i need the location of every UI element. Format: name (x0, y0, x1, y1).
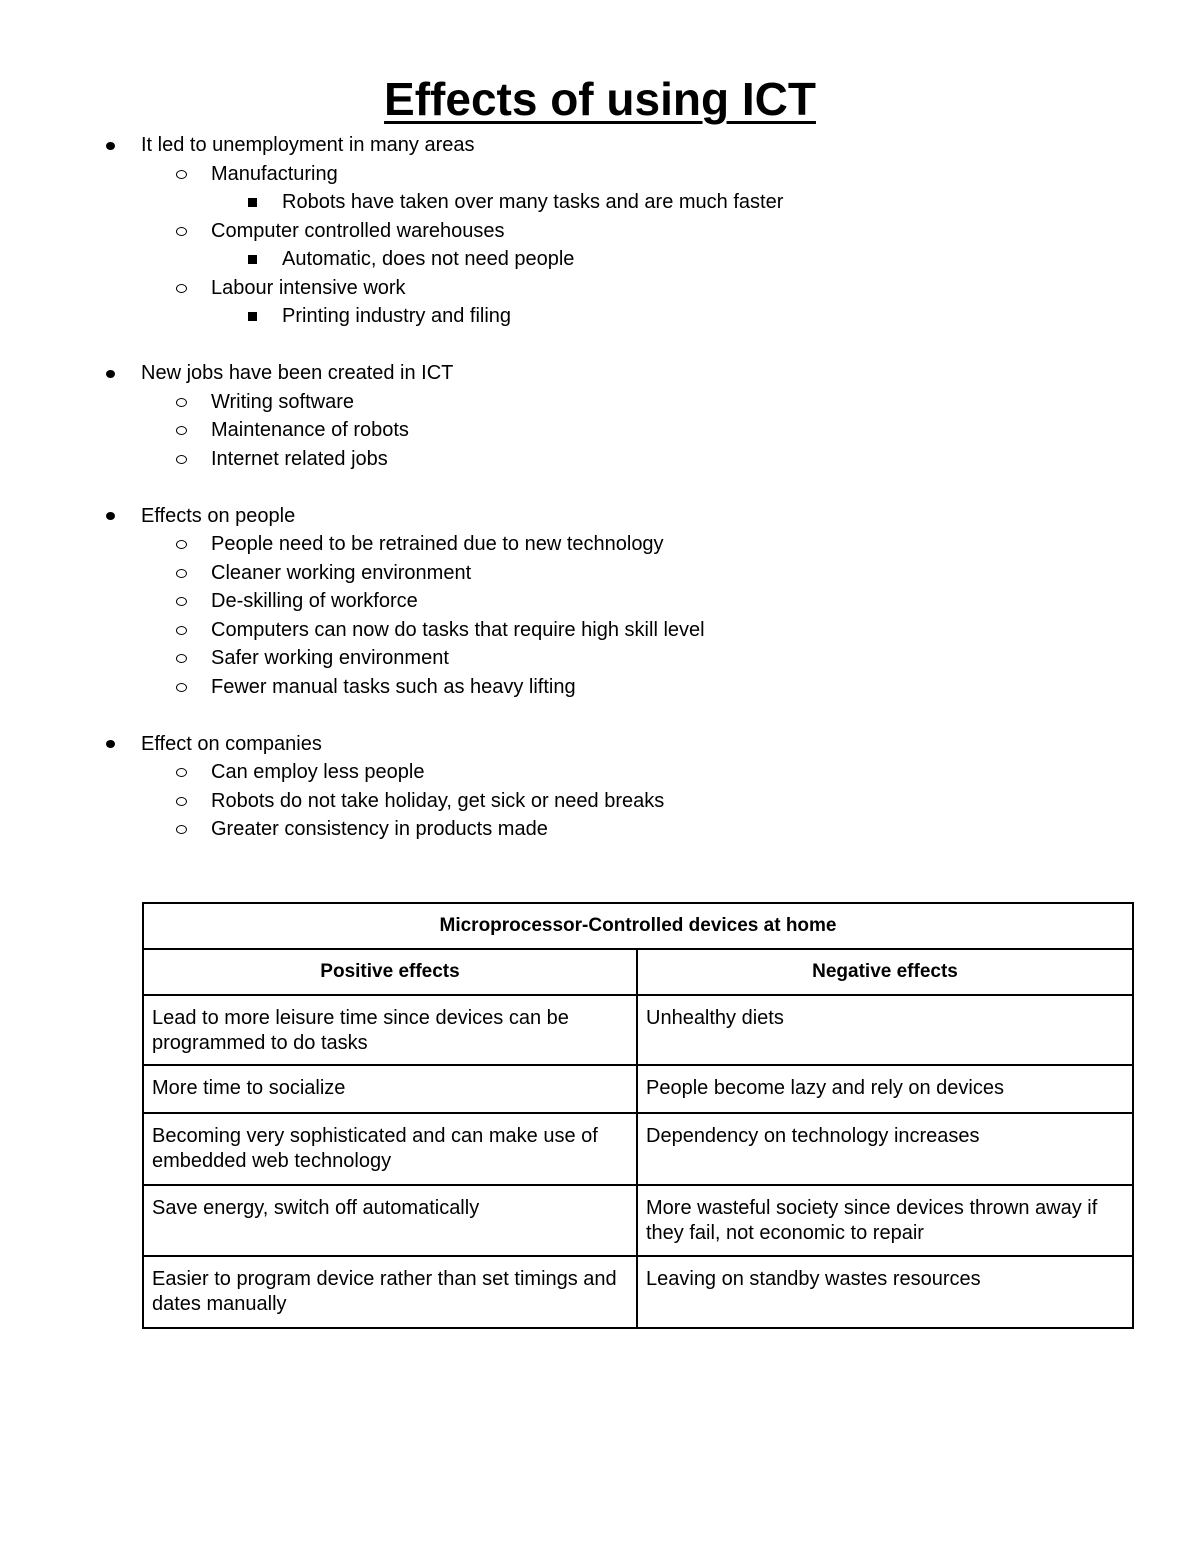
table-row (143, 995, 1133, 1065)
table-cell: People become lazy and rely on devices (637, 1065, 1133, 1113)
table-cell: Becoming very sophisticated and can make use of embedded web technology (143, 1113, 637, 1185)
list-item: Automatic, does not need people (0, 245, 1200, 274)
bullet-circle-icon (176, 530, 187, 559)
list-item: Effect on companies (0, 730, 1200, 759)
list-item: Writing software (0, 388, 1200, 417)
table-row (143, 1256, 1133, 1328)
bullet-circle-icon (176, 416, 187, 445)
table-cell: More time to socialize (143, 1065, 637, 1113)
bullet-circle-icon (176, 217, 187, 246)
list-item: People need to be retrained due to new technology (0, 530, 1200, 559)
list-item: Manufacturing (0, 160, 1200, 189)
list-item: Can employ less people (0, 758, 1200, 787)
table-cell: Easier to program device rather than set timings and dates manually (143, 1256, 637, 1328)
bullet-square-icon (248, 302, 257, 331)
bullet-dot-icon (106, 359, 115, 388)
list-item: Safer working environment (0, 644, 1200, 673)
bullet-circle-icon (176, 787, 187, 816)
bullet-circle-icon (176, 815, 187, 844)
effects-list (0, 131, 1200, 844)
column-header-negative: Negative effects (637, 949, 1133, 995)
list-item: Labour intensive work (0, 274, 1200, 303)
table-cell: Unhealthy diets (637, 995, 1133, 1065)
list-item: Greater consistency in products made (0, 815, 1200, 844)
bullet-dot-icon (106, 131, 115, 160)
bullet-dot-icon (106, 502, 115, 531)
bullet-circle-icon (176, 274, 187, 303)
list-item: Printing industry and filing (0, 302, 1200, 331)
table-cell: Dependency on technology increases (637, 1113, 1133, 1185)
bullet-square-icon (248, 188, 257, 217)
table-row (143, 1113, 1133, 1185)
table-cell: Save energy, switch off automatically (143, 1185, 637, 1256)
list-item: Effects on people (0, 502, 1200, 531)
table-caption: Microprocessor-Controlled devices at home (143, 903, 1133, 949)
bullet-circle-icon (176, 616, 187, 645)
bullet-circle-icon (176, 559, 187, 588)
list-item: Fewer manual tasks such as heavy lifting (0, 673, 1200, 702)
bullet-square-icon (248, 245, 257, 274)
table-header-row (143, 949, 1133, 995)
bullet-circle-icon (176, 445, 187, 474)
column-header-positive: Positive effects (143, 949, 637, 995)
list-item: Computer controlled warehouses (0, 217, 1200, 246)
list-item: Maintenance of robots (0, 416, 1200, 445)
bullet-circle-icon (176, 673, 187, 702)
list-item: It led to unemployment in many areas (0, 131, 1200, 160)
list-item: De-skilling of workforce (0, 587, 1200, 616)
list-item: Cleaner working environment (0, 559, 1200, 588)
list-item: New jobs have been created in ICT (0, 359, 1200, 388)
bullet-circle-icon (176, 587, 187, 616)
bullet-circle-icon (176, 758, 187, 787)
bullet-dot-icon (106, 730, 115, 759)
microprocessor-effects-table (142, 902, 1134, 1329)
table-cell: More wasteful society since devices thrown away if they fail, not economic to repair (637, 1185, 1133, 1256)
bullet-circle-icon (176, 160, 187, 189)
list-item: Computers can now do tasks that require high skill level (0, 616, 1200, 645)
table-row (143, 1185, 1133, 1256)
table-row (143, 1065, 1133, 1113)
list-item: Robots do not take holiday, get sick or need breaks (0, 787, 1200, 816)
table-cell: Lead to more leisure time since devices can be programmed to do tasks (143, 995, 637, 1065)
page-title: Effects of using ICT (384, 73, 816, 125)
table-cell: Leaving on standby wastes resources (637, 1256, 1133, 1328)
bullet-circle-icon (176, 644, 187, 673)
list-item: Internet related jobs (0, 445, 1200, 474)
table-caption-row (143, 903, 1133, 949)
list-item: Robots have taken over many tasks and are much faster (0, 188, 1200, 217)
bullet-circle-icon (176, 388, 187, 417)
